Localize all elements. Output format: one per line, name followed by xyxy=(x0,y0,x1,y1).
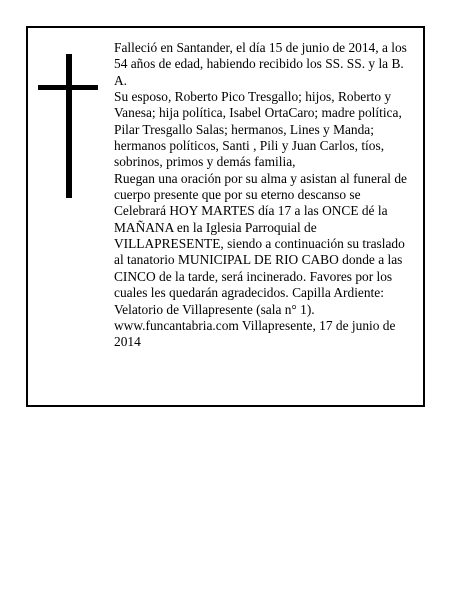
latin-cross-icon xyxy=(38,54,98,198)
cross-horizontal-bar xyxy=(38,85,98,90)
cross-vertical-bar xyxy=(66,54,72,198)
obituary-notice xyxy=(26,26,425,407)
obituary-text xyxy=(114,40,414,351)
funeral-details: Ruegan una oración por su alma y asistan al funeral de cuerpo presente que por su eterno descanso se Celebrará HOY MARTES día 17 a las ONCE dé la MAÑANA en la Iglesia Parroquial de VILLAPRESENTE, siendo a continuación su traslado al tanatorio MUNICIPAL DE RIO CABO donde a las CINCO de la tarde, será incinerado. Favores por los cuales les quedarán agradecidos. Capilla Ardiente: Velatorio de Villapresente (sala n° 1). xyxy=(114,170,408,317)
death-announcement: Falleció en Santander, el día 15 de junio de 2014, a los 54 años de edad, habiendo recibido los SS. SS. y la B. A. xyxy=(114,40,407,88)
source-footer: www.funcantabria.com Villapresente, 17 de junio de 2014 xyxy=(114,317,396,350)
family-list: Su esposo, Roberto Pico Tresgallo; hijos, Roberto y Vanesa; hija política, Isabel OrtaCaro; madre política, Pilar Tresgallo Salas; hermanos, Lines y Manda; hermanos políticos, Santi , Pili y Juan Carlos, tíos, sobrinos, primos y demás familia, xyxy=(114,89,402,170)
